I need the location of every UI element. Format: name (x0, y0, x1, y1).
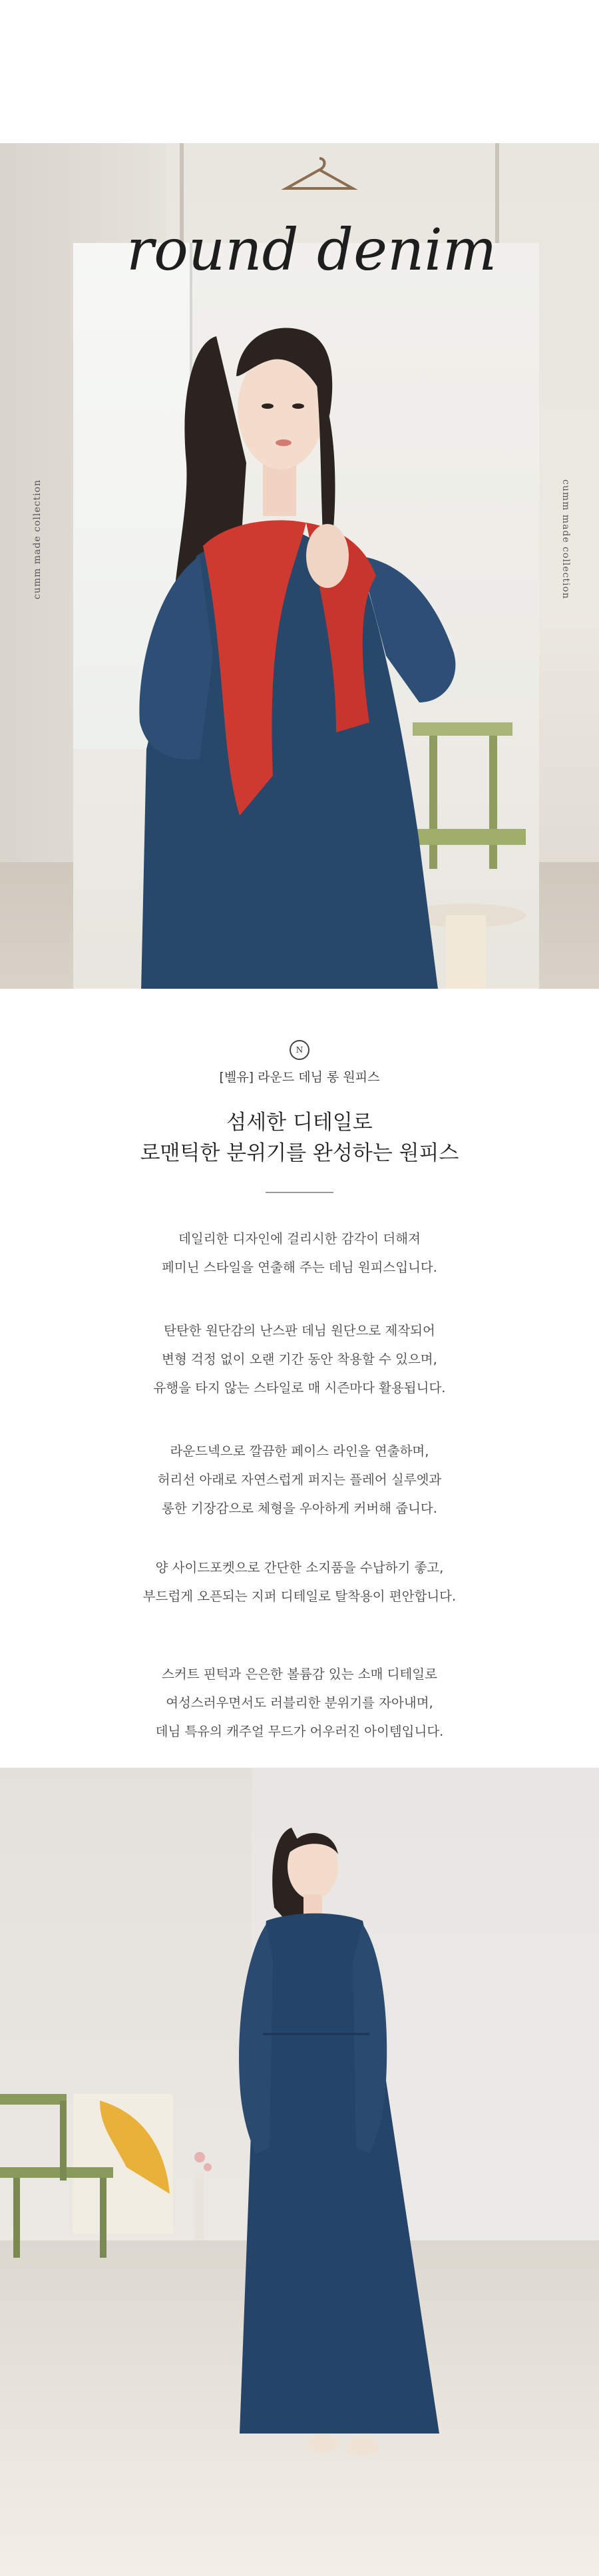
canvas-artwork (73, 2094, 173, 2234)
product-name: [벨유] 라운드 데님 롱 원피스 (219, 1070, 380, 1085)
headline (0, 1107, 599, 1168)
description-paragraph (0, 1316, 599, 1402)
description-line: 부드럽게 오픈되는 지퍼 디테일로 탈착용이 편안합니다. (142, 1589, 457, 1604)
description-line: 양 사이드포켓으로 간단한 소지품을 수납하기 좋고, (155, 1560, 444, 1575)
script-title-text: round denim (126, 217, 497, 284)
description-line: 허리선 아래로 자연스럽게 퍼지는 플레어 실루엣과 (157, 1472, 442, 1487)
side-text-left: cumm made collection (32, 479, 43, 600)
full-length-model-photo (0, 1768, 599, 2576)
divider (266, 1192, 333, 1193)
description-paragraph (0, 1660, 599, 1746)
brand-logo-icon: N (290, 1040, 309, 1060)
description-line: 롱한 기장감으로 체형을 우아하게 커버해 줍니다. (162, 1501, 437, 1516)
side-text-right: cumm made collection (560, 479, 571, 600)
hero-section (0, 143, 599, 989)
description-line: 스커트 핀턱과 은은한 볼륨감 있는 소매 디테일로 (162, 1667, 437, 1682)
description-line: 데님 특유의 캐주얼 무드가 어우러진 아이템입니다. (155, 1724, 444, 1739)
vase-illustration (194, 2152, 212, 2240)
model-figure (73, 243, 539, 989)
headline-line: 섬세한 디테일로 (226, 1111, 373, 1135)
description-line: 여성스러우면서도 러블리한 분위기를 자아내며, (166, 1695, 433, 1710)
description-paragraph (0, 1224, 599, 1282)
full-length-figure (0, 1768, 599, 2576)
model (239, 1828, 439, 2456)
description-line: 유행을 타지 않는 스타일로 매 시즌마다 활용됩니다. (153, 1380, 446, 1396)
description-line: 페미닌 스타일을 연출해 주는 데님 원피스입니다. (162, 1260, 437, 1275)
description-paragraph (0, 1437, 599, 1523)
hanger-icon (280, 155, 359, 195)
description-line: 라운드넥으로 깔끔한 페이스 라인을 연출하며, (170, 1443, 429, 1459)
description-line: 데일리한 디자인에 걸리시한 감각이 더해져 (178, 1231, 421, 1246)
product-description-section (0, 989, 599, 1768)
hero-model-photo (73, 243, 539, 989)
description-line: 변형 걱정 없이 오랜 기간 동안 착용할 수 있으며, (162, 1352, 437, 1367)
script-title (126, 206, 499, 300)
description-paragraph (0, 1553, 599, 1611)
headline-line: 로맨틱한 분위기를 완성하는 원피스 (140, 1141, 459, 1165)
description-line: 탄탄한 원단감의 난스판 데님 원단으로 제작되어 (164, 1323, 435, 1338)
